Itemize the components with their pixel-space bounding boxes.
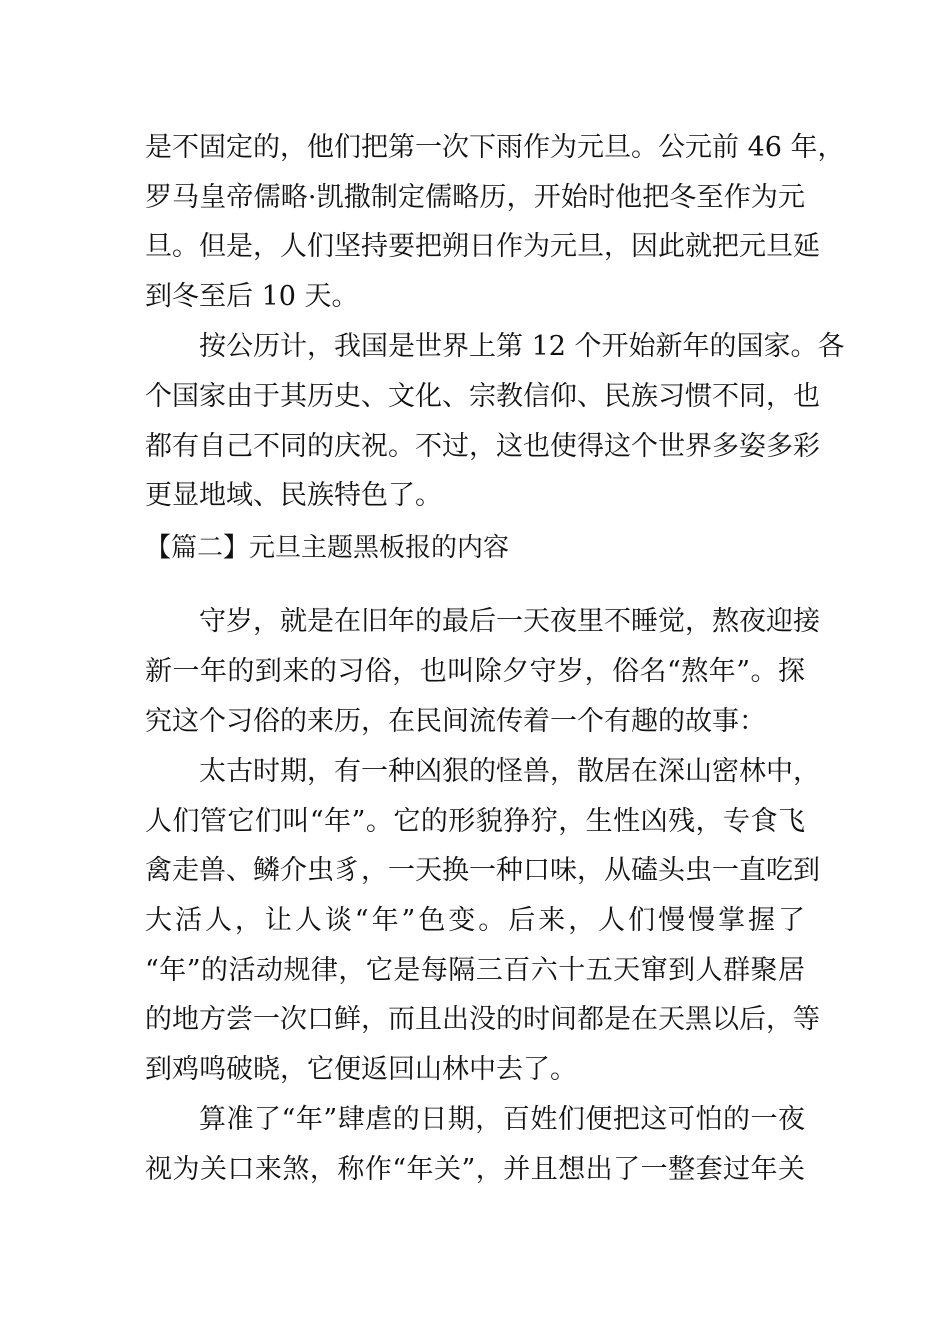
- paragraph-line: 都有自己不同的庆祝。不过，这也使得这个世界多姿多彩: [145, 431, 820, 462]
- paragraph-line: 罗马皇帝儒略·凯撒制定儒略历，开始时他把冬至作为元: [145, 182, 805, 213]
- paragraph-line: 到冬至后 10 天。: [145, 281, 359, 312]
- paragraph-line: 太古时期，有一种凶狠的怪兽，散居在深山密林中，: [199, 756, 820, 787]
- paragraph-line: 按公历计，我国是世界上第 12 个开始新年的国家。各: [199, 331, 845, 362]
- paragraph-line: 视为关口来煞，称作“年关”，并且想出了一整套过年关: [145, 1154, 805, 1185]
- paragraph-line: 到鸡鸣破晓，它便返回山林中去了。: [145, 1054, 577, 1085]
- paragraph-line: 旦。但是，人们坚持要把朔日作为元旦，因此就把元旦延: [145, 231, 820, 262]
- paragraph-line: “年”的活动规律，它是每隔三百六十五天窜到人群聚居: [145, 955, 805, 986]
- paragraph-line: 守岁，就是在旧年的最后一天夜里不睡觉，熬夜迎接: [199, 606, 820, 637]
- paragraph-line: 的地方尝一次口鲜，而且出没的时间都是在天黑以后，等: [145, 1004, 820, 1035]
- paragraph-line: 大活人，让人谈“年”色变。后来，人们慢慢掌握了: [145, 905, 805, 936]
- paragraph-line: 更显地域、民族特色了。: [145, 480, 442, 511]
- paragraph-line: 新一年的到来的习俗，也叫除夕守岁，俗名“熬年”。探: [145, 656, 805, 687]
- section-heading: 【篇二】元旦主题黑板报的内容: [145, 533, 510, 563]
- paragraph-line: 禽走兽、鳞介虫豸，一天换一种口味，从磕头虫一直吃到: [145, 855, 820, 886]
- paragraph-line: 人们管它们叫“年”。它的形貌狰狞，生性凶残，专食飞: [145, 806, 805, 837]
- paragraph-line: 算准了“年”肆虐的日期，百姓们便把这可怕的一夜: [199, 1104, 805, 1135]
- paragraph-line: 个国家由于其历史、文化、宗教信仰、民族习惯不同，也: [145, 381, 820, 412]
- paragraph-line: 是不固定的，他们把第一次下雨作为元旦。公元前 46 年，: [145, 132, 845, 163]
- paragraph-line: 究这个习俗的来历，在民间流传着一个有趣的故事：: [145, 706, 766, 737]
